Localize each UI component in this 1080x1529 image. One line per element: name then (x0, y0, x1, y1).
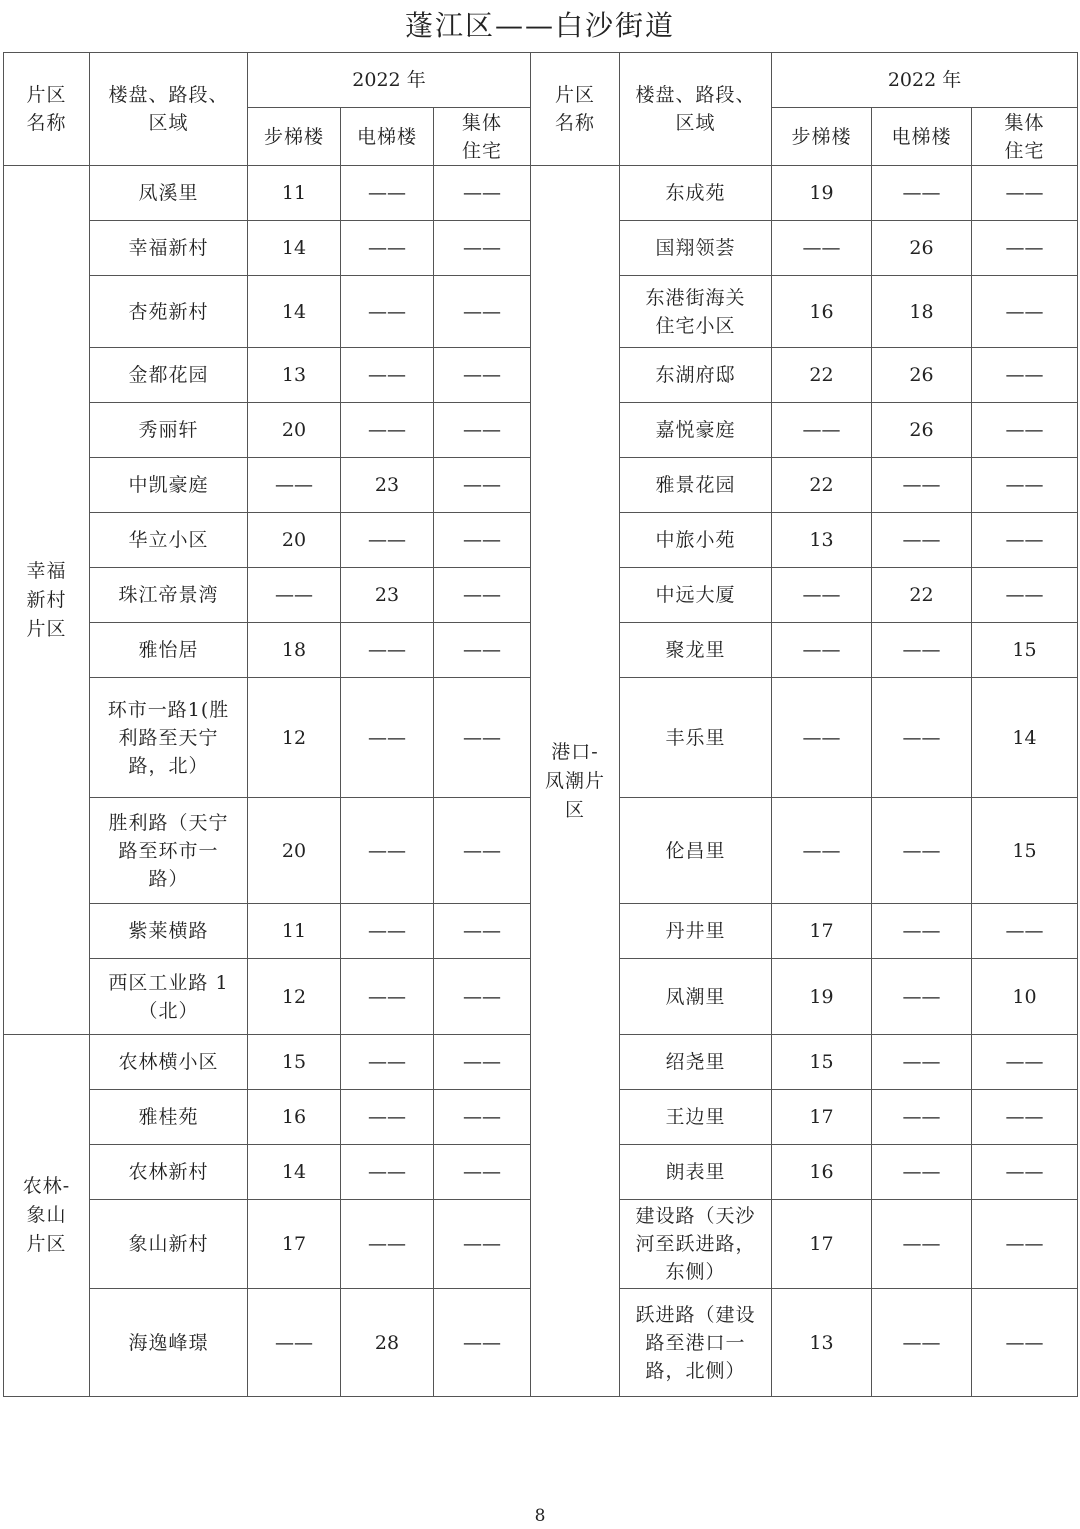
property-name: 伦昌里 (620, 798, 772, 904)
property-name: 嘉悦豪庭 (620, 403, 772, 458)
header-zone-left: 片区 名称 (4, 53, 90, 166)
header-elevator-right: 电梯楼 (872, 108, 972, 166)
header-year-left: 2022 年 (248, 53, 531, 108)
collective-value: —— (972, 1200, 1078, 1289)
property-name: 凤溪里 (90, 166, 248, 221)
header-stair-left: 步梯楼 (248, 108, 341, 166)
stair-value: —— (772, 221, 872, 276)
property-name: 跃进路（建设 路至港口一 路，北侧） (620, 1289, 772, 1397)
elevator-value: —— (341, 1090, 434, 1145)
collective-value: —— (972, 458, 1078, 513)
property-name: 东湖府邸 (620, 348, 772, 403)
collective-value: —— (434, 348, 531, 403)
table-row (4, 166, 1078, 221)
collective-value: 10 (972, 959, 1078, 1035)
elevator-value: —— (872, 1289, 972, 1397)
elevator-value: —— (341, 1200, 434, 1289)
collective-value: —— (434, 1090, 531, 1145)
property-name: 东成苑 (620, 166, 772, 221)
stair-value: 17 (772, 1200, 872, 1289)
stair-value: 15 (772, 1035, 872, 1090)
zone-name-left: 农林- 象山 片区 (4, 1035, 90, 1397)
collective-value: —— (434, 568, 531, 623)
collective-value: —— (434, 276, 531, 348)
stair-value: 22 (772, 458, 872, 513)
header-collective-right: 集体 住宅 (972, 108, 1078, 166)
collective-value: —— (972, 221, 1078, 276)
elevator-value: —— (872, 1035, 972, 1090)
elevator-value: —— (341, 513, 434, 568)
property-name: 象山新村 (90, 1200, 248, 1289)
elevator-value: —— (872, 904, 972, 959)
elevator-value: —— (872, 1090, 972, 1145)
property-name: 雅景花园 (620, 458, 772, 513)
elevator-value: —— (341, 1145, 434, 1200)
elevator-value: —— (341, 221, 434, 276)
elevator-value: —— (341, 904, 434, 959)
stair-value: 16 (248, 1090, 341, 1145)
header-property-left: 楼盘、路段、 区域 (90, 53, 248, 166)
collective-value: —— (434, 623, 531, 678)
header-elevator-left: 电梯楼 (341, 108, 434, 166)
property-name: 聚龙里 (620, 623, 772, 678)
elevator-value: —— (872, 166, 972, 221)
stair-value: —— (772, 678, 872, 798)
page-title: 蓬江区——白沙街道 (404, 9, 675, 42)
collective-value: 15 (972, 623, 1078, 678)
elevator-value: —— (341, 166, 434, 221)
elevator-value: —— (341, 403, 434, 458)
stair-value: 17 (772, 1090, 872, 1145)
property-name: 珠江帝景湾 (90, 568, 248, 623)
stair-value: —— (772, 403, 872, 458)
collective-value: —— (434, 1289, 531, 1397)
property-name: 建设路（天沙 河至跃进路， 东侧） (620, 1200, 772, 1289)
property-name: 紫莱横路 (90, 904, 248, 959)
property-name: 西区工业路 1 （北） (90, 959, 248, 1035)
property-name: 农林横小区 (90, 1035, 248, 1090)
property-name: 金都花园 (90, 348, 248, 403)
stair-value: 12 (248, 959, 341, 1035)
property-name: 凤潮里 (620, 959, 772, 1035)
elevator-value: —— (341, 276, 434, 348)
collective-value: —— (972, 1090, 1078, 1145)
stair-value: 16 (772, 276, 872, 348)
collective-value: 15 (972, 798, 1078, 904)
stair-value: 17 (248, 1200, 341, 1289)
header-collective-left: 集体 住宅 (434, 108, 531, 166)
stair-value: —— (248, 1289, 341, 1397)
stair-value: —— (772, 568, 872, 623)
collective-value: —— (972, 904, 1078, 959)
elevator-value: 23 (341, 458, 434, 513)
stair-value: —— (772, 623, 872, 678)
stair-value: 11 (248, 904, 341, 959)
stair-value: 13 (772, 1289, 872, 1397)
property-name: 秀丽轩 (90, 403, 248, 458)
property-name: 东港街海关 住宅小区 (620, 276, 772, 348)
header-zone-right: 片区 名称 (531, 53, 620, 166)
elevator-value: 26 (872, 221, 972, 276)
collective-value: —— (972, 276, 1078, 348)
property-name: 幸福新村 (90, 221, 248, 276)
stair-value: 20 (248, 798, 341, 904)
property-name: 农林新村 (90, 1145, 248, 1200)
elevator-value: —— (872, 458, 972, 513)
property-name: 中远大厦 (620, 568, 772, 623)
collective-value: —— (434, 403, 531, 458)
stair-value: —— (248, 458, 341, 513)
header-year-right: 2022 年 (772, 53, 1078, 108)
stair-value: 14 (248, 276, 341, 348)
stair-value: 18 (248, 623, 341, 678)
collective-value: —— (434, 678, 531, 798)
page-number: 8 (534, 1506, 546, 1526)
property-name: 国翔领荟 (620, 221, 772, 276)
elevator-value: —— (341, 623, 434, 678)
zone-name-left: 幸福 新村 片区 (4, 166, 90, 1035)
elevator-value: 18 (872, 276, 972, 348)
collective-value: —— (972, 513, 1078, 568)
stair-value: 16 (772, 1145, 872, 1200)
collective-value: —— (434, 166, 531, 221)
stair-value: 19 (772, 959, 872, 1035)
elevator-value: —— (872, 1200, 972, 1289)
property-name: 环市一路1(胜 利路至天宁 路，北） (90, 678, 248, 798)
elevator-value: —— (872, 798, 972, 904)
elevator-value: —— (341, 678, 434, 798)
collective-value: —— (434, 1145, 531, 1200)
elevator-value: —— (872, 1145, 972, 1200)
stair-value: 19 (772, 166, 872, 221)
collective-value: —— (434, 1035, 531, 1090)
elevator-value: —— (872, 959, 972, 1035)
collective-value: —— (434, 904, 531, 959)
stair-value: 22 (772, 348, 872, 403)
elevator-value: —— (872, 623, 972, 678)
elevator-value: 23 (341, 568, 434, 623)
stair-value: 15 (248, 1035, 341, 1090)
collective-value: —— (972, 1145, 1078, 1200)
property-name: 华立小区 (90, 513, 248, 568)
collective-value: —— (434, 1200, 531, 1289)
property-name: 王边里 (620, 1090, 772, 1145)
header-property-right: 楼盘、路段、 区域 (620, 53, 772, 166)
collective-value: —— (434, 513, 531, 568)
housing-table (3, 52, 1078, 1397)
stair-value: 14 (248, 221, 341, 276)
zone-name-right: 港口- 凤潮片 区 (531, 166, 620, 1397)
stair-value: 20 (248, 513, 341, 568)
collective-value: —— (434, 959, 531, 1035)
property-name: 丰乐里 (620, 678, 772, 798)
elevator-value: —— (872, 678, 972, 798)
stair-value: 14 (248, 1145, 341, 1200)
collective-value: 14 (972, 678, 1078, 798)
property-name: 中旅小苑 (620, 513, 772, 568)
collective-value: —— (972, 348, 1078, 403)
stair-value: —— (248, 568, 341, 623)
property-name: 丹井里 (620, 904, 772, 959)
stair-value: 17 (772, 904, 872, 959)
stair-value: 13 (248, 348, 341, 403)
stair-value: 12 (248, 678, 341, 798)
elevator-value: 26 (872, 403, 972, 458)
collective-value: —— (434, 798, 531, 904)
elevator-value: 22 (872, 568, 972, 623)
elevator-value: 26 (872, 348, 972, 403)
property-name: 雅怡居 (90, 623, 248, 678)
collective-value: —— (972, 403, 1078, 458)
property-name: 杏苑新村 (90, 276, 248, 348)
property-name: 朗表里 (620, 1145, 772, 1200)
elevator-value: —— (872, 513, 972, 568)
stair-value: 11 (248, 166, 341, 221)
property-name: 胜利路（天宁 路至环市一 路） (90, 798, 248, 904)
collective-value: —— (434, 221, 531, 276)
elevator-value: —— (341, 959, 434, 1035)
collective-value: —— (972, 1289, 1078, 1397)
property-name: 绍尧里 (620, 1035, 772, 1090)
collective-value: —— (434, 458, 531, 513)
collective-value: —— (972, 568, 1078, 623)
elevator-value: —— (341, 348, 434, 403)
elevator-value: 28 (341, 1289, 434, 1397)
header-stair-right: 步梯楼 (772, 108, 872, 166)
property-name: 海逸峰璟 (90, 1289, 248, 1397)
stair-value: 20 (248, 403, 341, 458)
property-name: 中凯豪庭 (90, 458, 248, 513)
collective-value: —— (972, 1035, 1078, 1090)
elevator-value: —— (341, 1035, 434, 1090)
stair-value: —— (772, 798, 872, 904)
property-name: 雅桂苑 (90, 1090, 248, 1145)
elevator-value: —— (341, 798, 434, 904)
stair-value: 13 (772, 513, 872, 568)
collective-value: —— (972, 166, 1078, 221)
